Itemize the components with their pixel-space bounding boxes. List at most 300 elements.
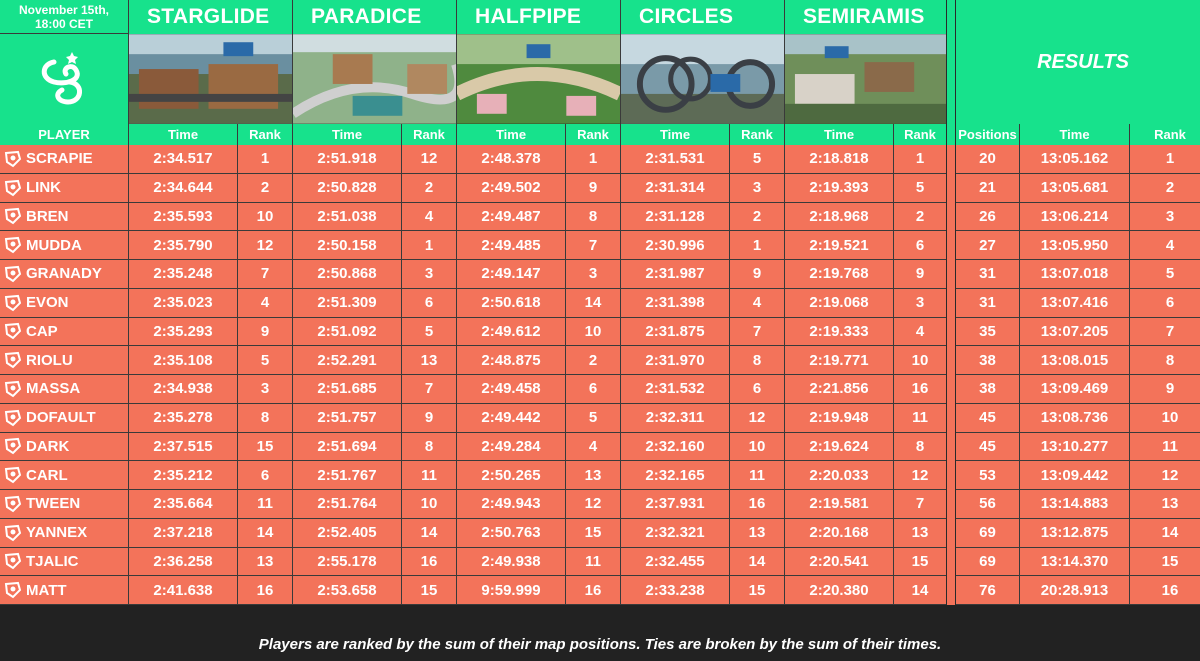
map-time: 2:34.517 bbox=[128, 145, 237, 174]
final-rank: 7 bbox=[1129, 318, 1200, 347]
map-rank: 3 bbox=[729, 174, 784, 203]
map-rank: 12 bbox=[565, 490, 620, 519]
positions-sum: 27 bbox=[956, 231, 1019, 260]
map-rank: 11 bbox=[893, 404, 946, 433]
map-time: 2:21.856 bbox=[784, 375, 893, 404]
column-divider bbox=[946, 433, 956, 462]
total-time: 13:08.736 bbox=[1019, 404, 1129, 433]
map-rank: 14 bbox=[237, 519, 292, 548]
player-cell bbox=[0, 346, 128, 375]
column-divider bbox=[946, 203, 956, 232]
map-rank: 12 bbox=[893, 461, 946, 490]
map-rank: 1 bbox=[893, 145, 946, 174]
map-time: 2:49.938 bbox=[456, 548, 565, 577]
map-time: 2:52.405 bbox=[292, 519, 401, 548]
map-thumbnail-circles bbox=[620, 34, 784, 124]
map-time: 2:19.393 bbox=[784, 174, 893, 203]
team-logo-icon bbox=[3, 437, 22, 456]
player-name: MASSA bbox=[26, 380, 81, 398]
map-rank: 8 bbox=[565, 203, 620, 232]
final-rank: 16 bbox=[1129, 576, 1200, 605]
map-time: 2:35.664 bbox=[128, 490, 237, 519]
column-divider bbox=[946, 375, 956, 404]
map-time: 2:19.068 bbox=[784, 289, 893, 318]
final-rank: 1 bbox=[1129, 145, 1200, 174]
map-name-semiramis: SEMIRAMIS bbox=[784, 0, 946, 34]
team-logo-icon bbox=[3, 149, 22, 168]
map-rank: 13 bbox=[729, 519, 784, 548]
map-time: 2:19.581 bbox=[784, 490, 893, 519]
map-name-circles: CIRCLES bbox=[620, 0, 784, 34]
column-divider bbox=[946, 576, 956, 605]
map-time: 2:49.502 bbox=[456, 174, 565, 203]
footer-note: Players are ranked by the sum of their map positions. Ties are broken by the sum of their times. bbox=[0, 605, 1200, 661]
player-name: MATT bbox=[26, 581, 67, 599]
player-cell bbox=[0, 576, 128, 605]
map-rank: 8 bbox=[401, 433, 456, 462]
column-divider bbox=[946, 490, 956, 519]
map-time: 2:32.311 bbox=[620, 404, 729, 433]
team-logo-icon bbox=[3, 351, 22, 370]
final-rank: 5 bbox=[1129, 260, 1200, 289]
team-logo-icon bbox=[3, 322, 22, 341]
positions-sum: 26 bbox=[956, 203, 1019, 232]
column-divider bbox=[946, 124, 956, 145]
player-cell bbox=[0, 519, 128, 548]
team-logo-icon bbox=[3, 408, 22, 427]
map-time: 2:19.771 bbox=[784, 346, 893, 375]
team-logo-icon bbox=[3, 236, 22, 255]
map-time: 2:37.515 bbox=[128, 433, 237, 462]
map-time: 2:32.165 bbox=[620, 461, 729, 490]
map-rank: 5 bbox=[565, 404, 620, 433]
positions-sum: 53 bbox=[956, 461, 1019, 490]
total-time: 13:05.681 bbox=[1019, 174, 1129, 203]
map-rank: 2 bbox=[401, 174, 456, 203]
map-rank: 12 bbox=[237, 231, 292, 260]
map-thumbnail-starglide bbox=[128, 34, 292, 124]
header-time: Time bbox=[292, 124, 401, 145]
map-thumbnail-paradice bbox=[292, 34, 456, 124]
map-time: 2:19.624 bbox=[784, 433, 893, 462]
positions-sum: 76 bbox=[956, 576, 1019, 605]
player-cell bbox=[0, 404, 128, 433]
positions-sum: 45 bbox=[956, 404, 1019, 433]
map-time: 2:51.309 bbox=[292, 289, 401, 318]
map-time: 2:41.638 bbox=[128, 576, 237, 605]
map-rank: 6 bbox=[401, 289, 456, 318]
map-time: 2:31.314 bbox=[620, 174, 729, 203]
map-rank: 13 bbox=[893, 519, 946, 548]
map-rank: 2 bbox=[565, 346, 620, 375]
map-rank: 14 bbox=[565, 289, 620, 318]
map-time: 2:50.618 bbox=[456, 289, 565, 318]
player-name: BREN bbox=[26, 207, 69, 225]
positions-sum: 56 bbox=[956, 490, 1019, 519]
map-thumbnail-semiramis bbox=[784, 34, 946, 124]
map-time: 2:31.531 bbox=[620, 145, 729, 174]
map-rank: 10 bbox=[565, 318, 620, 347]
map-time: 2:20.033 bbox=[784, 461, 893, 490]
map-rank: 7 bbox=[401, 375, 456, 404]
column-divider bbox=[946, 519, 956, 548]
map-time: 2:51.685 bbox=[292, 375, 401, 404]
map-time: 2:20.168 bbox=[784, 519, 893, 548]
map-rank: 2 bbox=[893, 203, 946, 232]
map-time: 2:50.868 bbox=[292, 260, 401, 289]
team-logo-icon bbox=[3, 552, 22, 571]
map-rank: 5 bbox=[237, 346, 292, 375]
map-time: 2:30.996 bbox=[620, 231, 729, 260]
player-cell bbox=[0, 231, 128, 260]
team-logo-icon bbox=[3, 581, 22, 600]
map-rank: 11 bbox=[237, 490, 292, 519]
team-logo-icon bbox=[3, 293, 22, 312]
map-rank: 9 bbox=[237, 318, 292, 347]
map-time: 2:53.658 bbox=[292, 576, 401, 605]
map-time: 2:18.818 bbox=[784, 145, 893, 174]
map-time: 2:31.875 bbox=[620, 318, 729, 347]
map-rank: 8 bbox=[729, 346, 784, 375]
map-time: 2:49.442 bbox=[456, 404, 565, 433]
map-rank: 3 bbox=[893, 289, 946, 318]
map-rank: 2 bbox=[729, 203, 784, 232]
total-time: 13:08.015 bbox=[1019, 346, 1129, 375]
team-logo-icon bbox=[3, 264, 22, 283]
map-time: 2:50.265 bbox=[456, 461, 565, 490]
total-time: 13:05.950 bbox=[1019, 231, 1129, 260]
player-cell bbox=[0, 433, 128, 462]
header-positions: Positions bbox=[956, 124, 1019, 145]
map-time: 2:31.398 bbox=[620, 289, 729, 318]
event-date-line2: 18:00 CET bbox=[34, 16, 94, 31]
map-rank: 7 bbox=[237, 260, 292, 289]
player-name: DOFAULT bbox=[26, 409, 96, 427]
header-time: Time bbox=[456, 124, 565, 145]
player-name: EVON bbox=[26, 294, 69, 312]
player-cell bbox=[0, 289, 128, 318]
map-time: 2:35.248 bbox=[128, 260, 237, 289]
map-rank: 1 bbox=[237, 145, 292, 174]
map-time: 2:51.918 bbox=[292, 145, 401, 174]
map-rank: 12 bbox=[729, 404, 784, 433]
positions-sum: 31 bbox=[956, 289, 1019, 318]
map-rank: 4 bbox=[401, 203, 456, 232]
total-time: 13:14.883 bbox=[1019, 490, 1129, 519]
total-time: 13:09.442 bbox=[1019, 461, 1129, 490]
map-time: 2:36.258 bbox=[128, 548, 237, 577]
player-name: YANNEX bbox=[26, 524, 88, 542]
player-name: GRANADY bbox=[26, 265, 102, 283]
total-time: 13:07.416 bbox=[1019, 289, 1129, 318]
final-rank: 2 bbox=[1129, 174, 1200, 203]
map-thumbnail-halfpipe bbox=[456, 34, 620, 124]
total-time: 13:07.018 bbox=[1019, 260, 1129, 289]
map-time: 2:31.532 bbox=[620, 375, 729, 404]
map-rank: 4 bbox=[893, 318, 946, 347]
final-rank: 13 bbox=[1129, 490, 1200, 519]
map-rank: 1 bbox=[565, 145, 620, 174]
map-time: 2:49.284 bbox=[456, 433, 565, 462]
map-rank: 15 bbox=[237, 433, 292, 462]
map-time: 2:35.278 bbox=[128, 404, 237, 433]
team-logo-icon bbox=[3, 178, 22, 197]
final-rank: 9 bbox=[1129, 375, 1200, 404]
header-rank: Rank bbox=[893, 124, 946, 145]
map-rank: 11 bbox=[401, 461, 456, 490]
map-rank: 14 bbox=[401, 519, 456, 548]
results-title: RESULTS bbox=[956, 0, 1200, 124]
map-time: 2:37.218 bbox=[128, 519, 237, 548]
map-rank: 3 bbox=[237, 375, 292, 404]
column-divider bbox=[946, 174, 956, 203]
map-rank: 6 bbox=[729, 375, 784, 404]
header-final-rank: Rank bbox=[1129, 124, 1200, 145]
map-rank: 4 bbox=[565, 433, 620, 462]
final-rank: 12 bbox=[1129, 461, 1200, 490]
final-rank: 4 bbox=[1129, 231, 1200, 260]
player-name: TWEEN bbox=[26, 495, 81, 513]
map-rank: 5 bbox=[893, 174, 946, 203]
final-rank: 6 bbox=[1129, 289, 1200, 318]
final-rank: 8 bbox=[1129, 346, 1200, 375]
total-time: 13:12.875 bbox=[1019, 519, 1129, 548]
map-time: 2:19.521 bbox=[784, 231, 893, 260]
header-rank: Rank bbox=[729, 124, 784, 145]
map-rank: 6 bbox=[565, 375, 620, 404]
map-time: 2:49.612 bbox=[456, 318, 565, 347]
map-time: 2:34.644 bbox=[128, 174, 237, 203]
positions-sum: 35 bbox=[956, 318, 1019, 347]
player-cell bbox=[0, 548, 128, 577]
map-rank: 12 bbox=[401, 145, 456, 174]
map-rank: 7 bbox=[893, 490, 946, 519]
map-rank: 10 bbox=[401, 490, 456, 519]
column-divider bbox=[946, 231, 956, 260]
map-rank: 10 bbox=[893, 346, 946, 375]
map-rank: 9 bbox=[565, 174, 620, 203]
positions-sum: 21 bbox=[956, 174, 1019, 203]
total-time: 20:28.913 bbox=[1019, 576, 1129, 605]
map-time: 2:37.931 bbox=[620, 490, 729, 519]
map-time: 2:19.948 bbox=[784, 404, 893, 433]
player-name: DARK bbox=[26, 437, 70, 455]
map-rank: 1 bbox=[401, 231, 456, 260]
map-rank: 9 bbox=[729, 260, 784, 289]
map-time: 2:20.380 bbox=[784, 576, 893, 605]
map-time: 2:48.378 bbox=[456, 145, 565, 174]
player-cell bbox=[0, 203, 128, 232]
map-time: 2:31.987 bbox=[620, 260, 729, 289]
column-divider bbox=[946, 548, 956, 577]
header-time: Time bbox=[620, 124, 729, 145]
positions-sum: 20 bbox=[956, 145, 1019, 174]
map-time: 2:35.108 bbox=[128, 346, 237, 375]
header-time: Time bbox=[784, 124, 893, 145]
map-time: 2:49.943 bbox=[456, 490, 565, 519]
map-time: 2:19.768 bbox=[784, 260, 893, 289]
player-cell bbox=[0, 318, 128, 347]
positions-sum: 69 bbox=[956, 519, 1019, 548]
map-rank: 15 bbox=[729, 576, 784, 605]
map-rank: 3 bbox=[565, 260, 620, 289]
league-logo-icon bbox=[32, 48, 96, 110]
map-rank: 6 bbox=[237, 461, 292, 490]
map-time: 2:32.321 bbox=[620, 519, 729, 548]
map-rank: 11 bbox=[729, 461, 784, 490]
map-rank: 14 bbox=[729, 548, 784, 577]
map-rank: 9 bbox=[893, 260, 946, 289]
map-time: 2:51.694 bbox=[292, 433, 401, 462]
map-time: 2:34.938 bbox=[128, 375, 237, 404]
map-time: 2:51.092 bbox=[292, 318, 401, 347]
total-time: 13:14.370 bbox=[1019, 548, 1129, 577]
map-rank: 16 bbox=[401, 548, 456, 577]
positions-sum: 31 bbox=[956, 260, 1019, 289]
column-divider bbox=[946, 346, 956, 375]
map-time: 9:59.999 bbox=[456, 576, 565, 605]
player-cell bbox=[0, 461, 128, 490]
event-date bbox=[0, 0, 128, 34]
map-time: 2:49.147 bbox=[456, 260, 565, 289]
column-divider bbox=[946, 0, 956, 124]
map-time: 2:50.763 bbox=[456, 519, 565, 548]
team-logo-icon bbox=[3, 494, 22, 513]
map-time: 2:49.487 bbox=[456, 203, 565, 232]
map-rank: 15 bbox=[565, 519, 620, 548]
column-divider bbox=[946, 145, 956, 174]
map-rank: 3 bbox=[401, 260, 456, 289]
positions-sum: 38 bbox=[956, 346, 1019, 375]
map-name-halfpipe: HALFPIPE bbox=[456, 0, 620, 34]
map-rank: 8 bbox=[237, 404, 292, 433]
event-date-line1: November 15th, bbox=[18, 2, 110, 17]
final-rank: 15 bbox=[1129, 548, 1200, 577]
total-time: 13:09.469 bbox=[1019, 375, 1129, 404]
map-time: 2:33.238 bbox=[620, 576, 729, 605]
map-time: 2:31.970 bbox=[620, 346, 729, 375]
map-time: 2:35.790 bbox=[128, 231, 237, 260]
map-rank: 16 bbox=[565, 576, 620, 605]
total-time: 13:10.277 bbox=[1019, 433, 1129, 462]
header-rank: Rank bbox=[237, 124, 292, 145]
map-rank: 6 bbox=[893, 231, 946, 260]
column-divider bbox=[946, 318, 956, 347]
map-time: 2:55.178 bbox=[292, 548, 401, 577]
final-rank: 10 bbox=[1129, 404, 1200, 433]
map-time: 2:32.160 bbox=[620, 433, 729, 462]
map-time: 2:20.541 bbox=[784, 548, 893, 577]
team-logo-icon bbox=[3, 207, 22, 226]
map-rank: 15 bbox=[401, 576, 456, 605]
total-time: 13:07.205 bbox=[1019, 318, 1129, 347]
team-logo-icon bbox=[3, 379, 22, 398]
map-rank: 16 bbox=[729, 490, 784, 519]
map-rank: 16 bbox=[893, 375, 946, 404]
map-rank: 5 bbox=[401, 318, 456, 347]
column-divider bbox=[946, 260, 956, 289]
map-name-paradice: PARADICE bbox=[292, 0, 456, 34]
map-time: 2:51.764 bbox=[292, 490, 401, 519]
team-logo-icon bbox=[3, 523, 22, 542]
map-time: 2:31.128 bbox=[620, 203, 729, 232]
map-rank: 5 bbox=[729, 145, 784, 174]
map-rank: 11 bbox=[565, 548, 620, 577]
positions-sum: 45 bbox=[956, 433, 1019, 462]
header-rank: Rank bbox=[401, 124, 456, 145]
header-total-time: Time bbox=[1019, 124, 1129, 145]
map-rank: 16 bbox=[237, 576, 292, 605]
map-rank: 7 bbox=[729, 318, 784, 347]
map-time: 2:35.593 bbox=[128, 203, 237, 232]
map-time: 2:49.485 bbox=[456, 231, 565, 260]
map-time: 2:49.458 bbox=[456, 375, 565, 404]
map-time: 2:50.158 bbox=[292, 231, 401, 260]
map-rank: 10 bbox=[729, 433, 784, 462]
map-time: 2:18.968 bbox=[784, 203, 893, 232]
map-rank: 13 bbox=[565, 461, 620, 490]
column-divider bbox=[946, 461, 956, 490]
positions-sum: 38 bbox=[956, 375, 1019, 404]
column-divider bbox=[946, 404, 956, 433]
map-rank: 9 bbox=[401, 404, 456, 433]
map-time: 2:51.757 bbox=[292, 404, 401, 433]
player-name: CARL bbox=[26, 466, 68, 484]
map-time: 2:50.828 bbox=[292, 174, 401, 203]
map-rank: 14 bbox=[893, 576, 946, 605]
player-name: RIOLU bbox=[26, 351, 73, 369]
player-cell bbox=[0, 490, 128, 519]
final-rank: 14 bbox=[1129, 519, 1200, 548]
final-rank: 11 bbox=[1129, 433, 1200, 462]
team-logo-icon bbox=[3, 466, 22, 485]
player-cell bbox=[0, 145, 128, 174]
total-time: 13:05.162 bbox=[1019, 145, 1129, 174]
map-rank: 10 bbox=[237, 203, 292, 232]
player-name: CAP bbox=[26, 322, 58, 340]
map-time: 2:35.023 bbox=[128, 289, 237, 318]
map-rank: 7 bbox=[565, 231, 620, 260]
column-divider bbox=[946, 289, 956, 318]
map-time: 2:35.293 bbox=[128, 318, 237, 347]
player-cell bbox=[0, 174, 128, 203]
positions-sum: 69 bbox=[956, 548, 1019, 577]
map-name-starglide: STARGLIDE bbox=[128, 0, 292, 34]
player-cell bbox=[0, 260, 128, 289]
map-time: 2:32.455 bbox=[620, 548, 729, 577]
map-time: 2:52.291 bbox=[292, 346, 401, 375]
map-rank: 4 bbox=[729, 289, 784, 318]
player-name: MUDDA bbox=[26, 236, 82, 254]
map-time: 2:51.038 bbox=[292, 203, 401, 232]
header-time: Time bbox=[128, 124, 237, 145]
map-time: 2:19.333 bbox=[784, 318, 893, 347]
league-logo bbox=[0, 34, 128, 124]
map-time: 2:48.875 bbox=[456, 346, 565, 375]
map-rank: 8 bbox=[893, 433, 946, 462]
player-name: TJALIC bbox=[26, 552, 79, 570]
header-player: PLAYER bbox=[0, 124, 128, 145]
player-cell bbox=[0, 375, 128, 404]
total-time: 13:06.214 bbox=[1019, 203, 1129, 232]
player-name: SCRAPIE bbox=[26, 150, 93, 168]
map-time: 2:35.212 bbox=[128, 461, 237, 490]
map-rank: 15 bbox=[893, 548, 946, 577]
player-name: LINK bbox=[26, 179, 61, 197]
map-rank: 13 bbox=[237, 548, 292, 577]
header-rank: Rank bbox=[565, 124, 620, 145]
map-rank: 2 bbox=[237, 174, 292, 203]
